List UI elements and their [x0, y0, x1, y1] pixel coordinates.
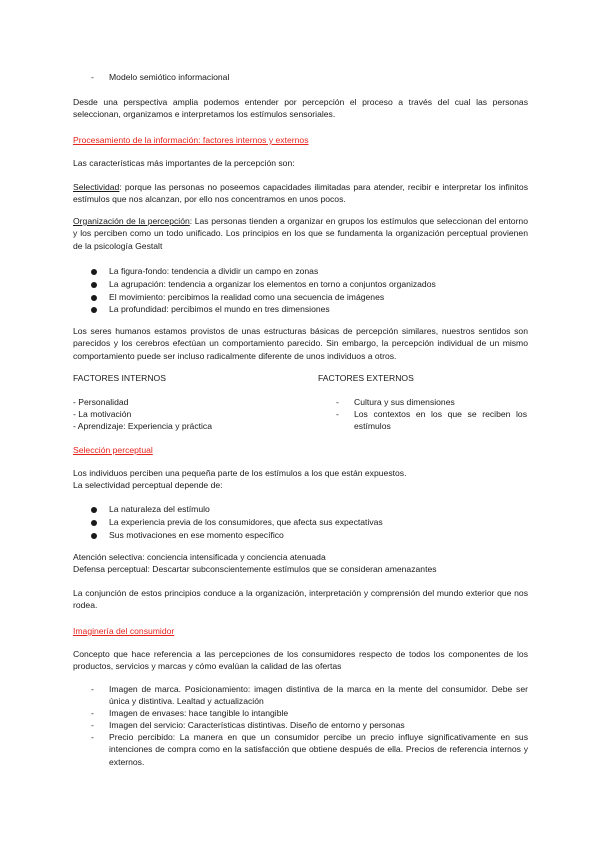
factor-externo-item: Cultura y sus dimensiones: [354, 397, 455, 407]
bullet: [91, 520, 97, 526]
organizacion-term: Organización de la percepción: [73, 216, 190, 226]
list-dash: -: [336, 397, 339, 407]
imagen-item: Imagen de envases: hace tangible lo intangible: [109, 708, 289, 718]
list-dash: -: [91, 684, 94, 694]
seleccion-paragraph: Los individuos perciben una pequeña parte de los estímulos a los que están expuestos.: [73, 468, 407, 478]
bullet: [91, 307, 97, 313]
factores-internos-heading: FACTORES INTERNOS: [73, 373, 166, 383]
list-dash: -: [91, 708, 94, 718]
selectividad-term: Selectividad: [73, 182, 120, 192]
gestalt-item: La agrupación: tendencia a organizar los elementos en torno a conjuntos organizados: [109, 279, 436, 289]
atencion-line: Atención selectiva: conciencia intensificada y conciencia atenuada: [73, 552, 326, 562]
estructuras-paragraph: Los seres humanos estamos provistos de unas estructuras básicas de percepción similares, nuestros sentidos son parecidos y los cerebros efectúan un comportamiento parecido. Sin embargo, la percepción individual de un mismo comportamiento puede ser incluso radicalmente diferente de unos individuos a otros.: [73, 326, 528, 361]
bullet: [91, 507, 97, 513]
factor-interno-item: - Aprendizaje: Experiencia y práctica: [73, 421, 213, 431]
gestalt-item: El movimiento: percibimos la realidad como una secuencia de imágenes: [109, 292, 385, 302]
selectividad-text: : porque las personas no poseemos capacidades ilimitadas para atender, recibir e interpretar los infinitos estímulos que nos alcanzan, por ello nos concentramos en unos pocos.: [73, 182, 528, 205]
seleccion-item: La naturaleza del estímulo: [109, 504, 210, 514]
bullet: [91, 269, 97, 275]
gestalt-item: La figura-fondo: tendencia a dividir un campo en zonas: [109, 266, 319, 276]
bullet: [91, 533, 97, 539]
section-heading-imagineria: Imaginería del consumidor: [73, 626, 175, 636]
intro-paragraph: Desde una perspectiva amplia podemos entender por percepción el proceso a través del cual las personas seleccionan, organizamos e interpretamos los estímulos sensoriales.: [73, 97, 528, 120]
list-dash: -: [91, 720, 94, 730]
concepto-paragraph: Concepto que hace referencia a las percepciones de los consumidores respecto de todos los componentes de los productos, servicios y marcas y cómo evalúan la calidad de las ofertas: [73, 649, 528, 672]
seleccion-paragraph: La selectividad perceptual depende de:: [73, 480, 223, 490]
caracteristicas-paragraph: Las características más importantes de la percepción son:: [73, 158, 295, 168]
list-dash: -: [91, 732, 94, 742]
imagen-item: Imagen del servicio: Características distintivas. Diseño de entorno y personas: [109, 720, 405, 730]
gestalt-item: La profundidad: percibimos el mundo en tres dimensiones: [109, 304, 330, 314]
factor-interno-item: - Personalidad: [73, 397, 129, 407]
imagen-item: Precio percibido: La manera en que un consumidor percibe un precio influye significativamente en sus intenciones de compra como en la satisfacción que obtiene después de ella. Precios de referencia internos y externos.: [109, 732, 528, 767]
bullet: [91, 282, 97, 288]
list-dash: -: [91, 72, 94, 82]
conjuncion-paragraph: La conjunción de estos principios conduce a la organización, interpretación y comprensión del mundo exterior que nos rodea.: [73, 588, 528, 611]
section-heading-seleccion: Selección perceptual: [73, 445, 153, 455]
organizacion-text: : Las personas tienden a organizar en grupos los estímulos que seleccionan del entorno y los perciben como un todo unificado. Los principios en los que se fundamenta la organización perceptual provienen de la psicología Gestalt: [73, 216, 528, 251]
organizacion-paragraph: [73, 215, 528, 252]
list-dash: -: [336, 409, 339, 419]
imagen-item: Imagen de marca. Posicionamiento: imagen distintiva de la marca en la mente del consumidor. Debe ser única y distintiva. Lealtad y actualización: [109, 684, 528, 707]
bullet: [91, 295, 97, 301]
selectividad-paragraph: [73, 181, 528, 206]
section-heading-procesamiento: Procesamiento de la información: factores internos y externos: [73, 135, 309, 145]
factor-externo-item: Los contextos en los que se reciben los estímulos: [354, 409, 527, 432]
seleccion-item: Sus motivaciones en ese momento específico: [109, 530, 284, 540]
seleccion-item: La experiencia previa de los consumidores, que afecta sus expectativas: [109, 517, 383, 527]
factor-interno-item: - La motivación: [73, 409, 132, 419]
list-item: Modelo semiótico informacional: [109, 72, 230, 82]
defensa-line: Defensa perceptual: Descartar subconscientemente estímulos que se consideran amenazantes: [73, 564, 437, 574]
factores-externos-heading: FACTORES EXTERNOS: [318, 373, 414, 383]
